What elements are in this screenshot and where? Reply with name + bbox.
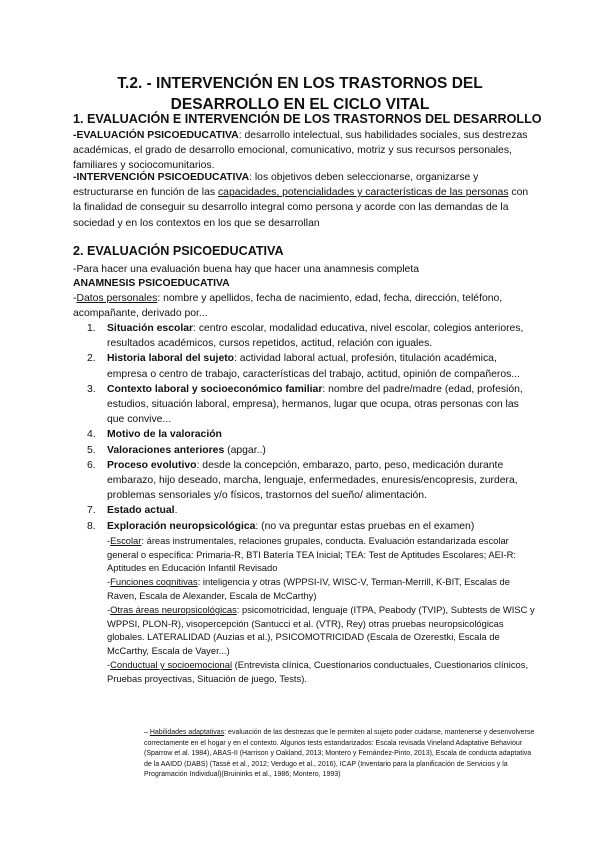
list-item	[73, 427, 538, 442]
anamnesis-label	[73, 276, 538, 291]
list-item-text: : desde la concepción, embarazo, parto, peso, medicación durante embarazo, hijo deseado, marcha, lenguaje, enfermedades, enuresis/encopresis, zurdera, problemas sensoriales y/o físicos, trastornos del sueño/ alimentación.	[107, 459, 518, 502]
list-item	[73, 503, 538, 518]
sub-item-text: : psicomotricidad, lenguaje (ITPA, Peabody (TVIP), Subtests de WISC y WPPSI, PLON-R), visopercepción (Santucci et al. (VTR), Rey) otras pruebas neuropsicológicas globales. LATERALIDAD (Auzias et al.), PSICOMOTRICIDAD (Escala de Ozerestki, Escala de McCarthy, Escala de Vayer...)	[107, 603, 535, 657]
list-item-label: Estado actual	[107, 505, 175, 517]
list-item-label: Motivo de la valoración	[107, 429, 222, 441]
sub-item-label: Funciones cognitivas	[110, 576, 198, 588]
habilidades-adaptativas-label: Habilidades adaptativas	[149, 729, 225, 736]
list-item-label: Historia laboral del sujeto	[107, 353, 235, 365]
datos-personales-prefix: -	[73, 293, 77, 304]
list-item-number: 1.	[87, 323, 96, 334]
list-item-number: 8.	[87, 520, 96, 532]
list-item-label: Situación escolar	[107, 323, 194, 334]
list-item-text: : (no va preguntar estas pruebas en el examen)	[255, 520, 475, 532]
habilidades-adaptativas-note: – Habilidades adaptativas: evaluación de las destrezas que le permiten al sujeto poder cuidarse, mantenerse y desenvolverse correctamente en el hogar y en el contexto. Algunos tests estandarizados: Escala revisada Vineland Adaptative Behaviour (Sparrow et al. 1984), ABAS-II (Harrison y Oakland, 2013; Montero y Fernández-Pinto, 2013), Escala de conducta adaptativa de la AAIDD (DABS) (Tassé et al., 2012; Verdugo et al., 2016), ICAP (Inventario para la planificación de Servicios y la Programación Individual)(Bruininks et al., 1986; Montero, 1993)	[144, 729, 535, 779]
list-item-label: Proceso evolutivo	[107, 459, 197, 471]
datos-personales-paragraph	[73, 291, 538, 321]
title-line-2: DESARROLLO EN EL CICLO VITAL	[170, 96, 430, 113]
list-item-text: (apgar..)	[224, 444, 266, 456]
sub-item-label: Escolar	[110, 534, 142, 546]
sub-item: -Funciones cognitivas: inteligencia y otras (WPPSI-IV, WISC-V, Terman-Merrill, K-BIT, Escalas de Raven, Escala de Alexander, Escala de McCarthy)	[107, 576, 510, 602]
list-item-number: 5.	[87, 444, 96, 456]
sub-item: -Otras áreas neuropsicológicas: psicomotricidad, lenguaje (ITPA, Peabody (TVIP), Subtests de WISC y WPPSI, PLON-R), visopercepción (Santucci et al. (VTR), Rey) otras pruebas neuropsicológicas globales. LATERALIDAD (Auzias et al.), PSICOMOTRICIDAD (Escala de Ozerestki, Escala de McCarthy, Escala de Vayer...)	[107, 603, 535, 657]
list-item-number: 4.	[87, 429, 96, 441]
anamnesis-list	[73, 321, 538, 686]
sub-item-label: Otras áreas neuropsicológicas	[110, 603, 237, 615]
list-item	[73, 382, 538, 428]
sub-item-label: Conductual y socioemocional	[110, 659, 233, 671]
list-item-number: 2.	[87, 353, 96, 365]
list-item-label: Valoraciones anteriores	[107, 444, 225, 456]
datos-personales-label: Datos personales	[76, 293, 158, 304]
evaluacion-paragraph	[73, 128, 538, 174]
anamnesis-label-text: ANAMNESIS PSICOEDUCATIVA	[73, 278, 230, 289]
list-item-text: .	[174, 505, 178, 517]
neuropsico-sublist	[107, 534, 538, 686]
sub-item-text: : áreas instrumentales, relaciones grupales, conducta. Evaluación estandarizada escolar general o específica: Primaria-R, BTI Batería TEA Inicial; TEA: Test de Aptitudes Escolares; AEI-R: Aptitudes en Educación Infantil Revisado	[107, 534, 517, 574]
list-item	[73, 351, 538, 381]
sub-item-text: (Entrevista clínica, Cuestionarios conductuales, Cuestionarios clínicos, Pruebas proyectivas, Situación de juego, Tests).	[107, 659, 529, 684]
document-title	[60, 73, 540, 115]
evaluacion-text: : desarrollo intelectual, sus habilidades sociales, sus destrezas académicas, el grado de desarrollo emocional, comunicativo, motriz y sus recursos personales, familiares y sociocomunitarios.	[73, 130, 528, 172]
list-item-label: Contexto laboral y socioeconómico familiar	[107, 383, 323, 395]
list-item-text: : centro escolar, modalidad educativa, nivel escolar, colegios anteriores, resultados académicos, cursos repetidos, actitud, relación con iguales.	[107, 323, 524, 350]
list-item	[73, 443, 538, 458]
list-item-label: Exploración neuropsicológica	[107, 520, 256, 532]
intervencion-label: -INTERVENCIÓN PSICOEDUCATIVA	[73, 172, 250, 183]
sub-item: -Escolar: áreas instrumentales, relaciones grupales, conducta. Evaluación estandarizada escolar general o específica: Primaria-R, BTI Batería TEA Inicial; TEA: Test de Aptitudes Escolares; AEI-R: Aptitudes en Educación Infantil Revisado	[107, 534, 517, 574]
intervencion-paragraph	[73, 170, 538, 231]
list-item-text: : nombre del padre/madre (edad, profesión, estudios, situación laboral, empresa), hermanos, lugar que ocupa, otras personas con las que convive...	[107, 383, 523, 426]
anamnesis-intro: -Para hacer una evaluación buena hay que hacer una anamnesis completa	[73, 264, 420, 275]
evaluacion-label: -EVALUACIÓN PSICOEDUCATIVA	[73, 130, 239, 141]
list-item-number: 7.	[87, 505, 96, 517]
intervencion-text-b: con la finalidad de conseguir su desarrollo integral como persona y acorde con las demandas de la sociedad y en los contextos en los que se desarrollan	[73, 187, 529, 229]
intervencion-underlined: capacidades, potencialidades y características de las personas	[217, 187, 509, 199]
habilidades-adaptativas-text: : evaluación de las destrezas que le permiten al sujeto poder cuidarse, mantenerse y desenvolverse correctamente en el hogar y en el contexto. Algunos tests estandarizados: Escala revisada Vineland Adaptative Behaviour (Sparrow et al. 1984), ABAS-II (Harrison y Oakland, 2013; Montero y Fernández-Pinto, 2013), Escala de conducta adaptativa de la AAIDD (DABS) (Tassé et al., 2012; Verdugo et al., 2016), ICAP (Inventario para la planificación de Servicios y la Programación Individual)(Bruininks et al., 1986; Montero, 1993)	[144, 729, 535, 779]
datos-personales-text: : nombre y apellidos, fecha de nacimiento, edad, fecha, dirección, teléfono, acompañante, derivado por...	[73, 293, 503, 320]
list-item-number: 6.	[87, 459, 96, 471]
list-item-number: 3.	[87, 383, 96, 395]
list-item-text: : actividad laboral actual, profesión, titulación académica, empresa o centro de trabajo, características del trabajo, actitud, opinión de compañeros...	[107, 353, 520, 380]
title-line-1: T.2. - INTERVENCIÓN EN LOS TRASTORNOS DEL	[117, 75, 483, 92]
section-2-heading: 2. EVALUACIÓN PSICOEDUCATIVA	[73, 244, 284, 258]
list-item	[73, 519, 538, 686]
intervencion-text-a: : los objetivos deben seleccionarse, organizarse y estructurarse en función de las	[73, 172, 479, 199]
list-item	[73, 321, 538, 351]
sub-item: -Conductual y socioemocional (Entrevista clínica, Cuestionarios conductuales, Cuestionarios clínicos, Pruebas proyectivas, Situación de juego, Tests).	[107, 659, 529, 684]
list-item	[73, 458, 538, 504]
sub-item-text: : inteligencia y otras (WPPSI-IV, WISC-V, Terman-Merrill, K-BIT, Escalas de Raven, Escala de Alexander, Escala de McCarthy)	[107, 576, 510, 602]
section-1-heading: 1. EVALUACIÓN E INTERVENCIÓN DE LOS TRASTORNOS DEL DESARROLLO	[73, 112, 542, 126]
